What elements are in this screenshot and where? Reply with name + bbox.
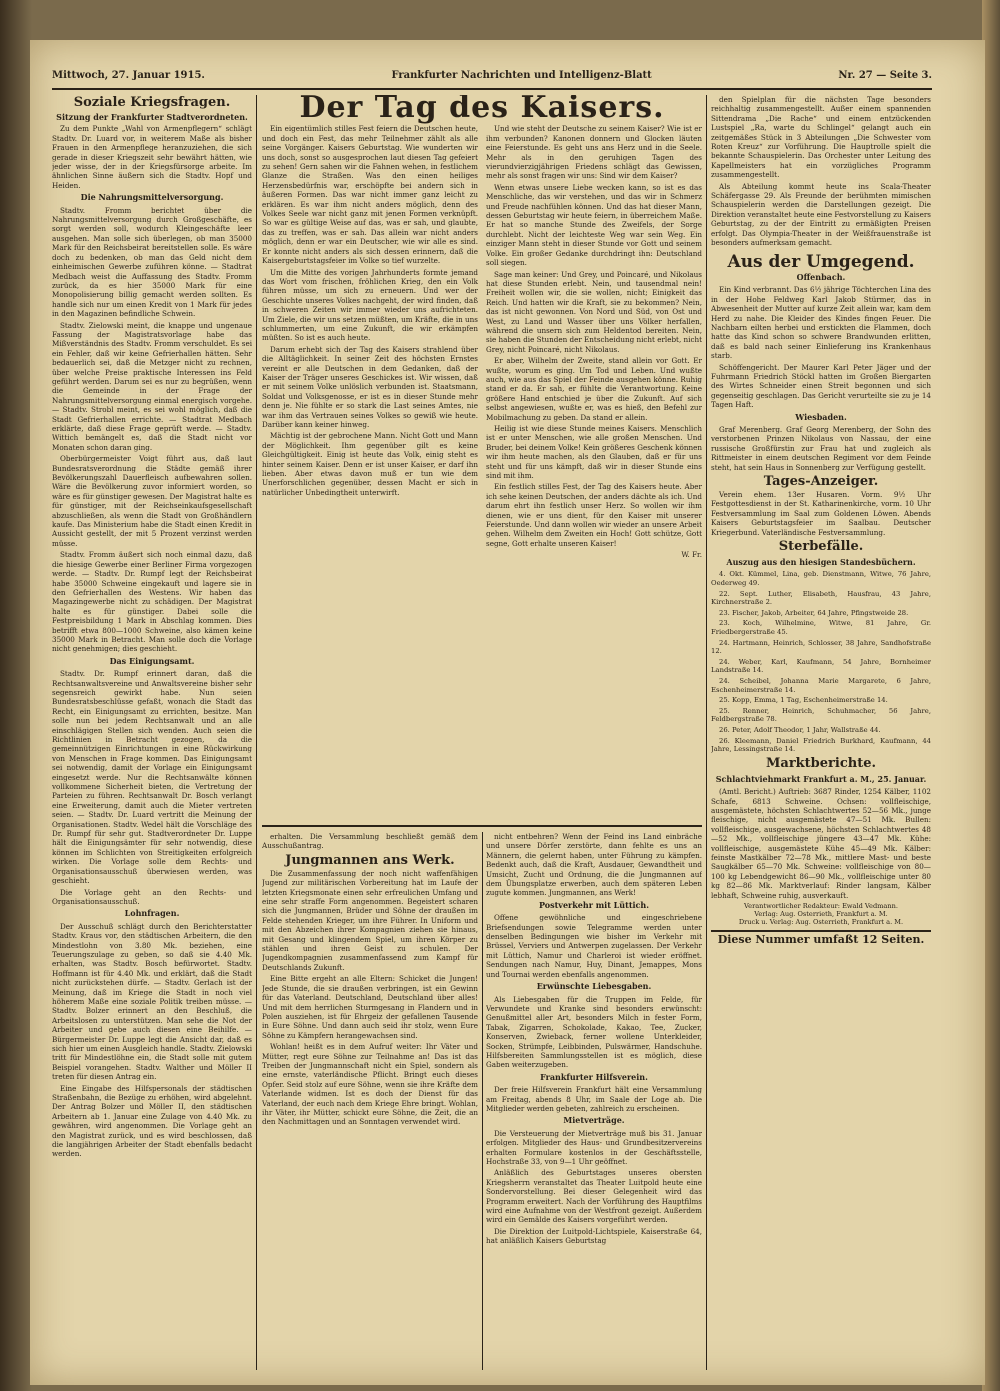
section-heading: Offenbach.: [796, 271, 846, 282]
paragraph: Oberbürgermeister Voigt führt aus, daß laut Bundesratsverordnung die Städte gemäß ihrer Bevölkerungszahl Dauerfleisch aufbewahren sollen. Wäre die Bevölkerung zuvor informiert worden, so wäre es für günstiger gewesen. Der Magistrat halte es für günstiger, mit der Reichseinkaufsgesellschaft abzuschließen, als wenn die Stadt von Großhändlern kaufe. Das Ministerium habe die Stadt einen Kredit in Aussicht gestellt, der mit 5 Prozent verzinst werden müsse.: [52, 454, 252, 548]
kaiser-article: [262, 95, 702, 815]
paragraph: nicht entbehren? Wenn der Feind ins Land einbräche und unsere Dörfer zerstörte, dann fehlte es uns an Männern, die gelernt haben, unter Führung zu kämpfen. Bedenkt auch, daß die Kraft, Ausdauer, Gewandtheit und Umsicht, Zucht und Ordnung, die die Jungmannen auf dem Übungsplatze erwerben, auch dem späteren Leben zugute kommen. Jungmannen, ans Werk!: [486, 832, 702, 898]
paragraph: Ein festlich stilles Fest, der Tag des Kaisers heute. Aber ich sehe keinen Deutschen, der anders dächte als ich. Und darum ehrt ihn festlich unser Herz. So wollen wir ihm dienen, wie er uns dient, für den Kaiser mit unserer Feierstunde. Und dann wollen wir wieder an unsere Arbeit gehen. Wilhelm dem Zweiten ein Hoch! Gott schütze, Gott segne, Gott erhalte unseren Kaiser!: [486, 482, 702, 548]
paragraph: Wohlan! heißt es in dem Aufruf weiter: Ihr Väter und Mütter, regt eure Söhne zur Teilnahme an! Das ist das Treiben der Jungmannschaft nicht ein Spiel, sondern als eine ernste, vaterländische Pflicht. Bringt euch dieses Opfer. Seid stolz auf eure Söhne, wenn sie ihre Kräfte dem Vaterlande widmen. Ist es doch der Dienst für das Vaterland, der euch nach dem Kriege Ehre bringt. Wohlan, ihr Väter, ihr Mütter, schickt eure Söhne, die Zeit, die an den Nachmittagen und an Sonntagen verwendet wird.: [262, 1042, 478, 1127]
paragraph: Heilig ist wie diese Stunde meines Kaisers. Menschlich ist er unter Menschen, wie alle großen Menschen. Und Bruder, bei deinem Volke! Kein größeres Geschenk können wir ihm heute machen, als den Glauben, daß er für uns steht und für uns kämpft, daß wir in dieser Stunde eins sind mit ihm.: [486, 424, 702, 481]
header-page-number: Nr. 27 — Seite 3.: [838, 70, 932, 81]
paragraph: Eine Bitte ergeht an alle Eltern: Schicket die Jungen! Jede Stunde, die sie draußen verbringen, ist ein Gewinn für das Vaterland. Deutschland, Deutschland über alles! Und mit dem herrlichen Sturmgesang in Flandern und in Polen ausziehen, ist für Ehrgeiz der gefallenen Tausende in Eure Söhne. Und dann auch seid ihr stolz, wenn Eure Söhne zu Kämpfern herangewachsen sind.: [262, 974, 478, 1040]
paragraph: den Spielplan für die nächsten Tage besonders reichhaltig zusammengestellt. Außer einem spannenden Sittendrama „Die Rache“ und einem entzückenden Lustspiel „Ra, warte du Schlingel“ gelangt auch ein zeitgemäßes Stück in 3 Abteilungen „Die Schwester vom Roten Kreuz“ zur Vorführung. Die Hauptrolle spielt die bekannte Schauspielerin. Das Orchester unter Leitung des Kapellmeisters hat ein vorzügliches Programm zusammengestellt.: [711, 95, 931, 180]
section-heading: Wiesbaden.: [795, 411, 847, 422]
imprint-line: Verantwortlicher Redakteur: Ewald Vedmann.: [744, 902, 898, 911]
paragraph: Eine Eingabe des Hilfspersonals der städtischen Straßenbahn, die Bezüge zu erhöhen, wird abgelehnt. Der Antrag Bolzer und Möller II, den städtischen Arbeitern ab 1. Januar eine Zulage von 4.40 Mk. zu gewähren, wird angenommen. Die Vorlage geht an den Magistrat zurück, und es wird beschlossen, daß die langjährigen Arbeiter der Stadt ebenfalls bedacht werden.: [52, 1083, 252, 1159]
book-binding: [0, 0, 32, 1391]
paragraph: Der freie Hilfsverein Frankfurt hält eine Versammlung am Freitag, abends 8 Uhr, im Saale der Loge ab. Die Mitglieder werden gebeten, zahlreich zu erscheinen.: [486, 1085, 702, 1113]
paragraph: Um die Mitte des vorigen Jahrhunderts formte jemand das Wort vom frischen, fröhlichen Krieg, den ein Volk führen müsse, um sich zu erneuern. Und wer der Geschichte unseres Volkes nachgeht, der wird finden, daß in schweren Zeiten wir immer wieder uns aufrichteten. Um Ziele, die wir uns setzen müßten, um Kräfte, die in uns schlummerten, um eine Zukunft, die wir erkämpfen müßten. So ist es auch heute.: [262, 267, 478, 343]
column-4: [711, 95, 931, 1370]
paragraph: Zu dem Punkte „Wahl von Armenpflegern“ schlägt Stadtv. Dr. Luard vor, in weiterem Maße als bisher Frauen in den Armenpflege heranzuziehen, die sich gerade in dieser Kriegszeit sehr bewährt hätten, wie jeder wisse, der in der Kriegsfürsorge arbeite. Im ähnlichen Sinne äußern sich die Stadtv. Hopf und Heiden.: [52, 124, 252, 190]
author-signature: W. Fr.: [681, 550, 702, 560]
paragraph: Ein eigentümlich stilles Fest feiern die Deutschen heute, und doch ein Fest, das mehr Teilnehmer zählt als alle seine Vorgänger. Kaisers Geburtstag. Wie wunderten wir uns doch, sonst so ausgesprochen laut diesen Tag gefeiert zu sehen! Gern sahen wir die Fahnen wehen, in festlichem Glanze die Straßen. Was den einen heiliges Herzensbedürfnis war, erschöpfte bei andern sich in äußeren Formen. Das war nicht immer ganz leicht zu erklären. Es war ihm nicht anders möglich, denn des Volkes Seele war nicht ganz mit jenen Formen verknüpft. So war es gültige Weise auf das, was er sah, und glaubte, das zu treffen, was er sah. Das allein war nicht anders möglich, denn er war ein Deutscher, wie wir alle es sind. Er konnte nicht anders als sich dessen erinnern, daß die Kaisergeburtstagsfeier im Volke so tief wurzelte.: [262, 124, 478, 266]
paragraph: Als Abteilung kommt heute ins Scala-Theater Schäfergasse 29. Als Freunde der berühmten mimischen Schauspielerin werden die Darstellungen gezeigt. Die Direktion veranstaltet heute eine Festvorstellung zu Kaisers Geburtstag, zu der der Eintritt zu ermäßigten Preisen erfolgt. Das Olympia-Theater in der Weißfrauenstraße ist besonders aufmerksam gemacht.: [711, 181, 931, 248]
header-date: Mittwoch, 27. Januar 1915.: [52, 70, 205, 81]
section-heading: Das Einigungsamt.: [109, 655, 195, 666]
section-title-sterbefaelle: Sterbefälle.: [778, 539, 864, 555]
article-title-der-tag-des-kaisers: Der Tag des Kaisers.: [299, 95, 665, 125]
section-title-marktberichte: Marktberichte.: [766, 755, 876, 771]
paragraph: Offene gewöhnliche und eingeschriebene Briefsendungen sowie Telegramme werden unter denselben Bedingungen wie bisher im Verkehr mit Brüssel, Verviers und Antwerpen zugelassen. Der Verkehr mit Lüttich, Namur und Charleroi ist wieder eröffnet. Sendungen nach Namur, Huy, Dinant, Jemappes, Mons und Tournai werden ebenfalls angenommen.: [486, 913, 702, 979]
death-notice: 24. Hartmann, Heinrich, Schlosser, 38 Jahre, Sandhofstraße 12.: [711, 638, 931, 656]
death-notice: 25. Kopp, Emma, 1 Tag, Eschenheimerstraße 14.: [719, 696, 888, 705]
newspaper-page: [30, 40, 985, 1385]
article-divider: [262, 825, 702, 827]
section-heading: Lohnfragen.: [124, 908, 180, 919]
section-heading: Auszug aus den hiesigen Standesbüchern.: [726, 557, 916, 568]
paragraph: Stadtv. Fromm äußert sich noch einmal dazu, daß die hiesige Gewerbe einer Berliner Firma vorgezogen werde. — Stadtv. Dr. Rumpf legt der Reichsbeirat habe 35000 Schweine eingekauft und lagere sie in den Gefrierhallen des Westens. Wir haben das Magazingewerbe nicht zu schädigen. Der Magistrat halte es für günstiger. Dabei solle die Festpreisbildung 1 Mark in Abschlag kommen. Dies betrifft etwa 800—1000 Schweine, also kämen keine 35000 Mark in Betracht. Man solle doch die Vorlage nicht genehmigen; dies geschieht.: [52, 550, 252, 654]
death-notice: 23. Fischer, Jakob, Arbeiter, 64 Jahre, Pfingstweide 28.: [719, 608, 909, 617]
paragraph: Stadtv. Zielowski meint, die knappe und ungenaue Fassung der Magistratsvorlage habe das Mißverständnis des Stadtv. Fromm verschuldet. Es sei ein Fehler, daß wir keine Gefrierhallen hätten. Sehr bedauerlich sei, daß die Metzger nicht zu rechnen, über welche Preise praktische Interessen ins Feld geführt werden. Darum sei es nur zu begrüßen, wenn die Gemeinde in der Frage der Nahrungsmittelversorgung einmal energisch vorgehe. — Stadtv. Strobl meint, es sei wohl möglich, daß die Stadt Gefrierhallen errichte. — Stadtrat Medbach erklärte, daß diese Frage geprüft werde. — Stadtv. Wittich bemängelt es, daß die Stadt nicht vor Monaten schon daran ging.: [52, 320, 252, 452]
paragraph: Sage man keiner: Und Grey, und Poincaré, und Nikolaus hat diese Stunden erlebt. Nein, und tausendmal nein! Freiheit wollen wir, die sie wollen, nicht; Einigkeit das Reich. Und hatten wir die Kraft, sie zu bekommen? Nein, das ist nicht gewonnen. Von Nord und Süd, von Ost und West, zu Land und Wasser über uns Völker herfallen, während die unsern sich zum Heldentod bereiten. Nein, sie haben die Stunden der Entscheidung nicht erlebt, nicht Grey, nicht Poincaré, nicht Nikolaus.: [486, 269, 702, 354]
section-heading: Erwünschte Liebesgaben.: [536, 981, 652, 992]
death-notice: 26. Kleemann, Daniel Friedrich Burkhard, Kaufmann, 44 Jahre, Lessingstraße 14.: [711, 736, 931, 754]
paragraph: Er aber, Wilhelm der Zweite, stand allein vor Gott. Er wußte, worum es ging. Um Tod und Leben. Und wußte auch, wie aus das Spiel der Feinde ausgehen könne. Ruhig stand er da. Er sah, er fühlte die Verantwortung. Keine größere Hand entschied je über die Zukunft. Auf sich selbst angewiesen, wußte er, was es hieß, den Befehl zur Mobilmachung zu geben. Da stand er allein.: [486, 356, 702, 422]
paragraph: Die Direktion der Luitpold-Lichtspiele, Kaiserstraße 64, hat anläßlich Kaisers Geburtstag: [486, 1226, 702, 1246]
imprint-line: Verlag: Aug. Osterrieth, Frankfurt a. M.: [754, 910, 888, 919]
article-title-jungmannen: Jungmannen ans Werk.: [285, 852, 455, 868]
section-title-tages-anzeiger: Tages-Anzeiger.: [763, 474, 879, 490]
paragraph: Der Ausschuß schlägt durch den Berichterstatter Stadtv. Kraus vor, den städtischen Arbeitern, die den Mindestlohn von 3.80 Mk. beziehen, eine Teuerungszulage zu geben, so daß sie 4.40 Mk. erhalten, was Stadtv. Bosch befürwortet. Stadtv. Hoffmann ist für 4.40 Mk. und erklärt, daß die Stadt nicht zurückstehen dürfe. — Stadtv. Gerlach ist der Meinung, daß im Kriege die Stadt in noch viel höherem Maße eine soziale Politik treiben müsse. — Stadtv. Bolzer erinnert an den Beschluß, die Arbeitslosen zu unterstützen. Man sehe die Not der Arbeiter und gebe auch diesen eine Beihilfe. — Bürgermeister Dr. Luppe legt die Ansicht dar, daß es sich hier um einen Ausgleich handle. Stadtv. Zielowski tritt für Mindestlöhne ein, die Stadt solle mit gutem Beispiel vorangehen. Stadtv. Walther und Möller II treten für diesen Antrag ein.: [52, 921, 252, 1082]
section-heading: Mietverträge.: [563, 1115, 625, 1126]
column-3-lower: [486, 832, 702, 1370]
paragraph: Als Liebesgaben für die Truppen im Felde, für Verwundete und Kranke sind besonders erwünscht: Genußmittel aller Art, besonders Milch in fester Form, Tabak, Zigarren, Schokolade, Kakao, Tee, Zucker, Konserven, Zwieback, ferner wollene Unterkleider, Socken, Strümpfe, Leibbinden, Pulswärmer, Handschuhe. Hilfsbereiten Sammlungsstellen ist es möglich, diese Gaben weiterzugeben.: [486, 994, 702, 1070]
paragraph: Darum erhebt sich der Tag des Kaisers strahlend über die Alltäglichkeit. In seiner Zeit des höchsten Ernstes vereint er alle Deutschen in dem Gedanken, daß der Kaiser der Träger unseres Geschickes ist. Wir wissen, daß er mit seinem Volke unlöslich verbunden ist. Staatsmann, Soldat und Volksgenosse, er ist es in dieser Stunde mehr denn je. Nie fühlte er so stark die Last seines Amtes, nie war ihm das Vertrauen seines Volkes so gewiß wie heute. Darüber kann keiner hinweg.: [262, 344, 478, 429]
paragraph: erhalten. Die Versammlung beschließt gemäß dem Ausschußantrag.: [262, 832, 478, 851]
column-rule: [256, 95, 257, 1370]
paragraph: Und wie steht der Deutsche zu seinem Kaiser? Wie ist er ihm verbunden? Kanonen donnern und Glocken läuten eine Feierstunde. Es geht uns ans Herz und in die Seele. Mehr als in den geruhigen Tagen des vierundvierzigjährigen Friedens schlägt das Gewissen, mehr als sonst fragen wir uns: Sind wir dem Kaiser?: [486, 124, 702, 181]
section-heading: Frankfurter Hilfsverein.: [540, 1071, 648, 1082]
paragraph: (Amtl. Bericht.) Auftrieb: 3687 Rinder, 1254 Kälber, 1102 Schafe, 6813 Schweine. Ochsen: vollfleischige, ausgemästete, höchsten Schlachtwertes 52—56 Mk., junge fleischige, nicht ausgemästete 47—51 Mk. Bullen: vollfleischige, ausgewachsene, höchsten Schlachtwertes 48—52 Mk., vollfleischige jüngere 43—47 Mk. Kühe: vollfleischige, ausgemästete Kühe 45—49 Mk. Kälber: feinste Mastkälber 72—78 Mk., mittlere Mast- und beste Saugkälber 65—70 Mk. Schweine: vollfleischige von 80—100 kg Lebendgewicht 86—90 Mk., vollfleischige unter 80 kg 82—86 Mk. Marktverlauf: Rinder langsam, Kälber lebhaft, Schweine ruhig, ausverkauft.: [711, 787, 931, 900]
header-paper-name: Frankfurter Nachrichten und Intelligenz-Blatt: [391, 70, 652, 81]
section-title-umgegend: Aus der Umgegend.: [727, 251, 915, 272]
imprint-line: Druck u. Verlag: Aug. Osterrieth, Frankfurt a. M.: [738, 918, 904, 927]
paragraph: Schöffengericht. Der Maurer Karl Peter Jäger und der Fuhrmann Friedrich Stöckl hatten im Großen Biergarten des Wirtes Schneider einen Streit begonnen und sich gegenseitig geschlagen. Das Gericht verurteilte sie zu je 14 Tagen Haft.: [711, 362, 931, 410]
death-notice: 24. Weber, Karl, Kaufmann, 54 Jahre, Bornheimer Landstraße 14.: [711, 657, 931, 675]
article-subtitle: Sitzung der Frankfurter Stadtverordneten.: [56, 112, 248, 122]
article-title-soziale-kriegsfragen: Soziale Kriegsfragen.: [73, 95, 231, 110]
paragraph: Verein ehem. 13er Husaren. Vorm. 9½ Uhr Festgottesdienst in der St. Katharinenkirche, vorm. 10 Uhr Festversammlung im Saal zum Goldenen Löwen. Abends Kaisers Geburtstagsfeier im Saalbau. Deutscher Kriegerbund. Vaterländische Festversammlung.: [711, 490, 931, 537]
paragraph: Stadtv. Fromm berichtet über die Nahrungsmittelversorgung durch Großgeschäfte, es sorgt werden soll, wodurch Kleingeschäfte leer ausgehen. Man solle sich überlegen, ob man 35000 Mark für den Reichsbeirat bereitstellen solle. Es wäre doch zu bedenken, ob man das Geld nicht dem einheimischen Gewerbe zuführen könne. — Stadtrat Medbach weist die Auffassung des Stadtv. Fromm zurück, da es hier 35000 Mark für eine Monopolisierung billig gemacht werden sollten. Es handle sich nur um einen Kredit von 1 Mark für jedes in den Magazinen befindliche Schwein.: [52, 205, 252, 319]
kaiser-article-right: [486, 124, 702, 561]
death-notice: 23. Koch, Wilhelmine, Witwe, 81 Jahre, Gr. Friedbergerstraße 45.: [711, 619, 931, 637]
section-heading: Die Nahrungsmittelversorgung.: [80, 192, 224, 203]
jungmannen-article: [262, 832, 478, 1370]
paragraph: Die Versteuerung der Mietverträge muß bis 31. Januar erfolgen. Mitglieder des Haus- und Grundbesitzervereins erhalten Formulare kostenlos in der Geschäftsstelle, Hochstraße 33, von 9—1 Uhr geöffnet.: [486, 1128, 702, 1166]
paragraph: Ein Kind verbrannt. Das 6½ jährige Töchterchen Lina des in der Hohe Feldweg Karl Jakob Stürmer, das in Abwesenheit der Mutter auf kurze Zeit allein war, kam dem Herd zu nahe. Die Kleider des Kindes fingen Feuer. Die Nachbarn eilten herbei und erstickten die Flammen, doch hatte das Kind schon so schwere Brandwunden erlitten, daß es bald nach seiner Einlieferung ins Krankenhaus starb.: [711, 285, 931, 361]
death-notice: 4. Okt. Kümmel, Lina, geb. Dienstmann, Witwe, 76 Jahre, Oederweg 49.: [711, 570, 931, 588]
section-heading: Postverkehr mit Lüttich.: [538, 899, 650, 910]
death-notice: 24. Scheibel, Johanna Marie Margarete, 6 Jahre, Eschenheimerstraße 14.: [711, 677, 931, 694]
imprint: [711, 902, 931, 926]
section-heading: Schlachtviehmarkt Frankfurt a. M., 25. Januar.: [715, 773, 927, 784]
paragraph: Stadtv. Dr. Rumpf erinnert daran, daß die Rechtsanwaltsvereine und Anwaltsvereine bisher sehr segensreich gewirkt habe. Nun seien Bundesratsbeschlüsse gefaßt, wonach die Stadt das Recht, ein Einigungsamt zu errichten, besitze. Man solle nun bei jedem Rechtsanwalt und an alle einschlägigen Stellen sich wenden. Auch seien die Richtlinien in Betracht gezogen, da die gemeinnützigen Einrichtungen in eine Rückwirkung von Menschen in Frage kommen. Das Einigungsamt sei notwendig, damit der Vorlage ein Einigungsamt eingesetzt werde. Nur die Rechtsanwälte können vollkommene Sicherheit bieten, die Vertretung der Parteien zu führen. Rechtsanwalt Dr. Bosch verlangt eine Erweiterung, damit auch die Mieter vertreten seien. — Stadtv. Dr. Luard vertritt die Meinung der Organisationen. Stadtv. Wedel hält die Vorschläge des Dr. Rumpf für sehr gut. Stadtverordneter Dr. Luppe hält die Einigungsämter für sehr notwendig, diese können im Schlichten von Streitigkeiten erfolgreich wirken. Die Vorlage solle dem Rechts- und Organisationsausschuß überwiesen werden, was geschieht.: [52, 669, 252, 886]
death-notice: 25. Renner, Heinrich, Schuhmacher, 56 Jahre, Feldbergstraße 78.: [711, 706, 931, 724]
paragraph: Die Zusammenfassung der noch nicht waffenfähigen Jugend zur militärischen Vorbereitung hat im Laufe der letzten Kriegsmonate einen sehr erfreulichen Umfang und eine sehr straffe Form angenommen. Begeistert scharen sich die Jungmannen, Brüder und Söhne der draußen im Felde stehenden Krieger, um ihre Führer. In Uniform und mit den Abzeichen ihrer Kompagnien ziehen sie hinaus, mit Gesang und klingendem Spiel, um ihren Körper zu stählen und ihren Geist zu schulen. Der Jugendkompagnien zusammenfassend zum Kampf für Deutschlands Zukunft.: [262, 868, 478, 972]
death-notice: 26. Peter, Adolf Theodor, 1 Jahr, Wallstraße 44.: [719, 725, 881, 734]
paragraph: Die Vorlage geht an den Rechts- und Organisationsausschuß.: [52, 887, 252, 906]
paragraph: Graf Merenberg. Graf Georg Merenberg, der Sohn des verstorbenen Prinzen Nikolaus von Nassau, der eine russische Großfürstin zur Frau hat und zugleich als Rittmeister in einem deutschen Regiment vor dem Feinde steht, hat sein Haus in Sonnenberg zur Verfügung gestellt.: [711, 425, 931, 472]
paragraph: Anläßlich des Geburtstages unseres obersten Kriegsherrn veranstaltet das Theater Luitpold heute eine Sondervorstellung. Bei dieser Gelegenheit wird das Programm erweitert. Nach der Vorführung des Hauptfilms wird eine Aufnahme von der Westfront gezeigt. Außerdem wird ein Gemälde des Kaisers vorgeführt werden.: [486, 1168, 702, 1225]
paragraph: Mächtig ist der gebrochene Mann. Nicht Gott und Mann der Möglichkeit. Ihm gegenüber gilt es keine Gleichgültigkeit. Einig ist heute das Volk, einig steht es hinter seinem Kaiser. Denn er ist unser Kaiser, er darf ihn lieben. Aber etwas davon muß er tun wie dem Unerforschlichen gegenüber, dessen Macht er sich in natürlicher Unbedingtheit unterwirft.: [262, 431, 478, 497]
paragraph: Wenn etwas unsere Liebe wecken kann, so ist es das Menschliche, das wir verstehen, und das wir in Schmerz und Freude nachfühlen können. Und das hat dieser Mann, dessen Geburtstag wir heute feiern, in überreichem Maße. Er hat so manche Stunde des Zweifels, der Sorge durchlebt. Nicht der leichteste Weg war sein Weg. Ein einziger Mann steht in dieser Stunde vor Gott und seinem Volke. Ein großer Gedanke durchdringt ihn: Deutschland soll siegen.: [486, 182, 702, 268]
column-1: [52, 95, 252, 1370]
page-count-notice: Diese Nummer umfaßt 12 Seiten.: [711, 930, 931, 944]
column-rule: [706, 95, 707, 1370]
death-notice: 22. Sept. Luther, Elisabeth, Hausfrau, 43 Jahre, Kirchnerstraße 2.: [711, 589, 931, 607]
column-rule: [482, 832, 483, 1370]
kaiser-article-left: [262, 124, 478, 561]
page-header: [52, 70, 932, 90]
